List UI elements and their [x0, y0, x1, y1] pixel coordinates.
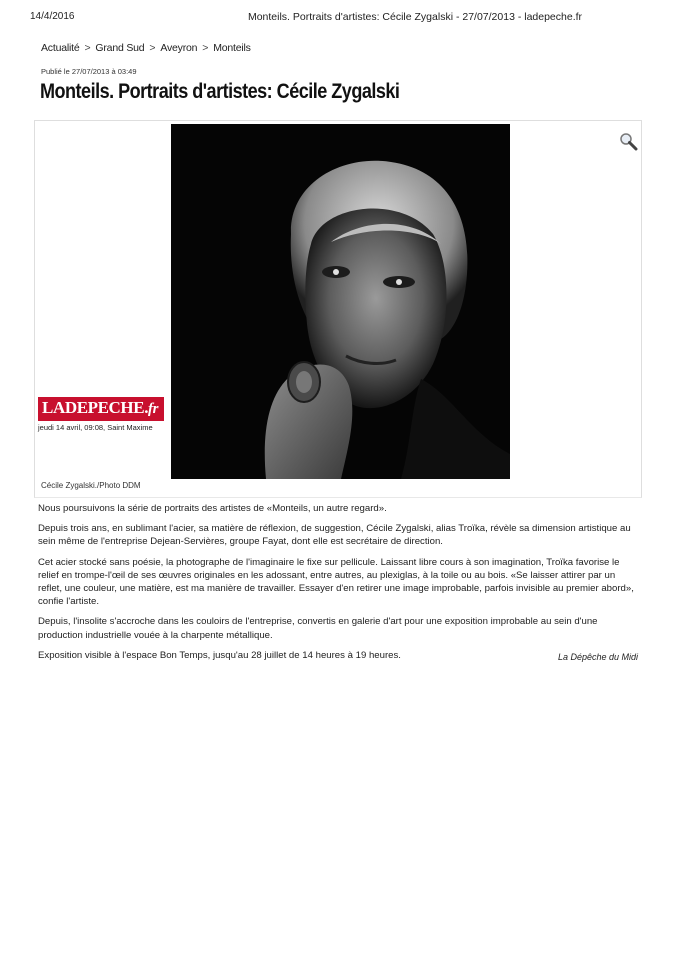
- breadcrumb-item-actualite[interactable]: Actualité: [41, 42, 80, 54]
- breadcrumb-separator: >: [149, 42, 156, 54]
- print-page-title: [0, 11, 682, 23]
- article-signature: La Dépêche du Midi: [557, 652, 638, 662]
- published-date: Publié le 27/07/2013 à 03:49: [41, 67, 137, 76]
- portrait-illustration: [171, 124, 510, 479]
- breadcrumb-item-monteils[interactable]: Monteils: [213, 42, 251, 54]
- ladepeche-logo[interactable]: [38, 397, 164, 421]
- breadcrumb: [41, 42, 251, 54]
- logo-date: jeudi 14 avril, 09:08, Saint Maxime: [38, 423, 153, 432]
- article-paragraph: Depuis trois ans, en sublimant l'acier, sa matière de réflexion, de suggestion, Cécile Zygalski, alias Troïka, révèle sa dimension artistique au sein même de l'entreprise Dejean-Servières, groupe Fayat, dont elle est secrétaire de direction.: [38, 523, 631, 548]
- breadcrumb-item-grand-sud[interactable]: Grand Sud: [95, 42, 145, 54]
- article-body: [38, 502, 640, 669]
- magnifier-icon[interactable]: [618, 131, 640, 153]
- logo-suffix: fr: [148, 401, 159, 417]
- print-date: 14/4/2016: [30, 11, 75, 22]
- print-page-title-text: Monteils. Portraits d'artistes: Cécile Zygalski - 27/07/2013 - ladepeche.fr: [247, 11, 583, 23]
- breadcrumb-separator: >: [84, 42, 91, 54]
- article-paragraph: Cet acier stocké sans poésie, la photographe de l'imaginaire le fixe sur pellicule. Laissant libre cours à son imagination, Troïka favorise le relief en trompe-l'œil de ses œuvres originales en les adossant, entre autres, au plexiglas, à la toile ou au bois. «Se laisser attirer par un reflet, une couleur, une matière, est ma manière de travailler. Essayer d'en retirer une image improbable, parfois invisible au premier abord», confie l'artiste.: [38, 556, 634, 608]
- breadcrumb-separator: >: [202, 42, 209, 54]
- photo-caption: Cécile Zygalski./Photo DDM: [41, 481, 141, 490]
- article-photo[interactable]: [171, 124, 510, 479]
- ladepeche-logo-stamp: [38, 397, 164, 432]
- article-paragraph: Depuis, l'insolite s'accroche dans les couloirs de l'entreprise, convertis en galerie d'art pour une exposition improbable au sein d'une production industrielle vouée à la charpente métallique.: [38, 616, 598, 641]
- logo-text: LADEPECHE.: [42, 398, 149, 417]
- breadcrumb-item-aveyron[interactable]: Aveyron: [160, 42, 198, 54]
- article-paragraph: Exposition visible à l'espace Bon Temps, jusqu'au 28 juillet de 14 heures à 19 heures.: [38, 649, 401, 661]
- article-paragraph: Nous poursuivons la série de portraits des artistes de «Monteils, un autre regard».: [38, 503, 387, 514]
- page-title: Monteils. Portraits d'artistes: Cécile Zygalski: [40, 80, 400, 103]
